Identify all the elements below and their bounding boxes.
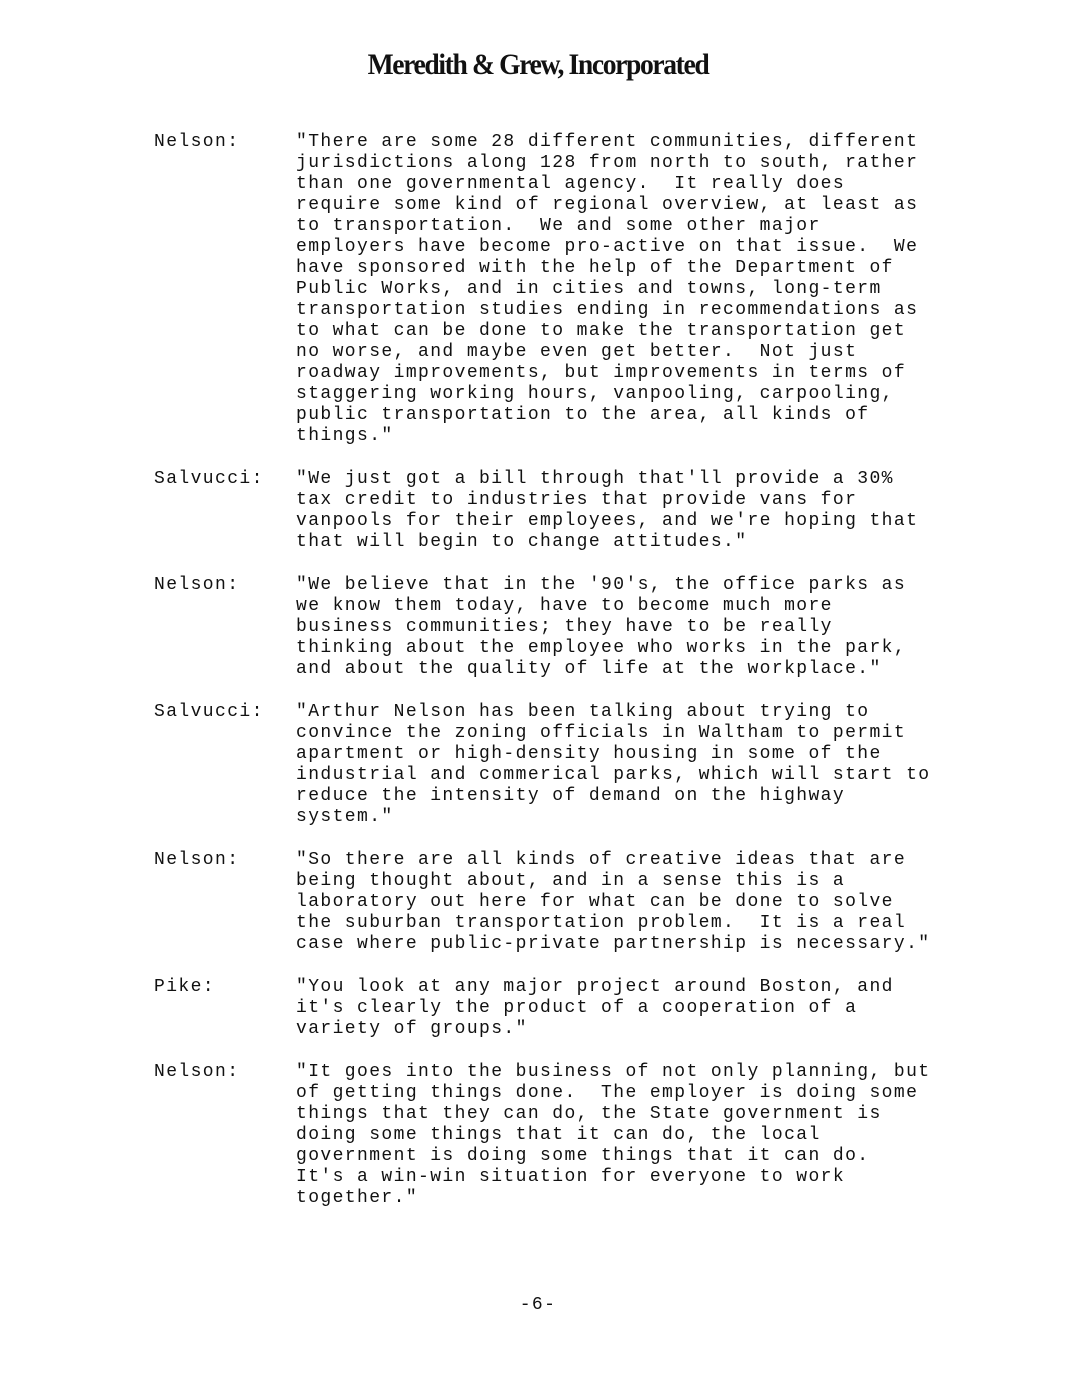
- quote-line: tax credit to industries that provide vans for: [296, 490, 858, 510]
- quote-line: things.": [296, 426, 394, 446]
- quote-line: business communities; they have to be really: [296, 617, 833, 637]
- quote-line: case where public-private partnership is necessary.": [296, 934, 931, 954]
- quote-text: [296, 469, 986, 553]
- quote-line: variety of groups.": [296, 1019, 528, 1039]
- quote-line: being thought about, and in a sense this is a: [296, 871, 846, 891]
- quote-line: together.": [296, 1188, 419, 1208]
- quote-text: [296, 850, 986, 955]
- quote-line: transportation studies ending in recommendations as: [296, 300, 919, 320]
- quote-line: Public Works, and in cities and towns, long-term: [296, 279, 882, 299]
- speaker-label: Nelson:: [154, 132, 240, 152]
- quote-line: "There are some 28 different communities, different: [296, 132, 919, 152]
- quote-line: "We just got a bill through that'll provide a 30%: [296, 469, 894, 489]
- quote-line: that will begin to change attitudes.": [296, 532, 748, 552]
- speaker-label: Pike:: [154, 977, 216, 997]
- quote-text: [296, 702, 986, 828]
- quote-line: apartment or high-density housing in some of the: [296, 744, 882, 764]
- transcript-entry: [0, 469, 1076, 553]
- transcript-entry: [0, 850, 1076, 955]
- speaker-label: Salvucci:: [154, 469, 264, 489]
- quote-line: public transportation to the area, all kinds of: [296, 405, 870, 425]
- company-letterhead: Meredith & Grew, Incorporated: [367, 48, 709, 81]
- page-number: -6-: [519, 1295, 557, 1315]
- quote-line: reduce the intensity of demand on the highway: [296, 786, 846, 806]
- quote-line: doing some things that it can do, the local: [296, 1125, 821, 1145]
- quote-line: to what can be done to make the transportation get: [296, 321, 907, 341]
- quote-line: we know them today, have to become much more: [296, 596, 833, 616]
- speaker-label: Salvucci:: [154, 702, 264, 722]
- speaker-label: Nelson:: [154, 1062, 240, 1082]
- quote-line: staggering working hours, vanpooling, carpooling,: [296, 384, 894, 404]
- quote-line: things that they can do, the State government is: [296, 1104, 882, 1124]
- transcript-entry: [0, 702, 1076, 828]
- quote-line: "Arthur Nelson has been talking about trying to: [296, 702, 870, 722]
- quote-line: employers have become pro-active on that issue. We: [296, 237, 919, 257]
- quote-line: jurisdictions along 128 from north to south, rather: [296, 153, 919, 173]
- quote-line: no worse, and maybe even get better. Not just: [296, 342, 858, 362]
- quote-line: It's a win-win situation for everyone to work: [296, 1167, 846, 1187]
- quote-line: "So there are all kinds of creative ideas that are: [296, 850, 907, 870]
- quote-line: industrial and commerical parks, which will start to: [296, 765, 931, 785]
- quote-line: "You look at any major project around Boston, and: [296, 977, 894, 997]
- quote-line: than one governmental agency. It really does: [296, 174, 846, 194]
- speaker-label: Nelson:: [154, 850, 240, 870]
- quote-line: laboratory out here for what can be done to solve: [296, 892, 894, 912]
- transcript-entry: [0, 1062, 1076, 1209]
- quote-line: government is doing some things that it can do.: [296, 1146, 870, 1166]
- transcript-entry: [0, 977, 1076, 1040]
- quote-line: have sponsored with the help of the Department of: [296, 258, 894, 278]
- quote-line: "It goes into the business of not only planning, but: [296, 1062, 931, 1082]
- speaker-label: Nelson:: [154, 575, 240, 595]
- quote-line: the suburban transportation problem. It is a real: [296, 913, 907, 933]
- transcript-entry: [0, 132, 1076, 447]
- quote-line: convince the zoning officials in Waltham to permit: [296, 723, 907, 743]
- transcript-entry: [0, 575, 1076, 680]
- quote-line: system.": [296, 807, 394, 827]
- quote-text: [296, 1062, 986, 1209]
- quote-line: and about the quality of life at the workplace.": [296, 659, 882, 679]
- quote-line: vanpools for their employees, and we're hoping that: [296, 511, 919, 531]
- quote-text: [296, 977, 986, 1040]
- quote-text: [296, 132, 986, 447]
- quote-line: it's clearly the product of a cooperation of a: [296, 998, 858, 1018]
- quote-line: to transportation. We and some other major: [296, 216, 821, 236]
- quote-line: of getting things done. The employer is doing some: [296, 1083, 919, 1103]
- quote-line: roadway improvements, but improvements in terms of: [296, 363, 907, 383]
- quote-line: require some kind of regional overview, at least as: [296, 195, 919, 215]
- quote-line: thinking about the employee who works in the park,: [296, 638, 907, 658]
- transcript: [0, 132, 1076, 1209]
- quote-line: "We believe that in the '90's, the office parks as: [296, 575, 907, 595]
- quote-text: [296, 575, 986, 680]
